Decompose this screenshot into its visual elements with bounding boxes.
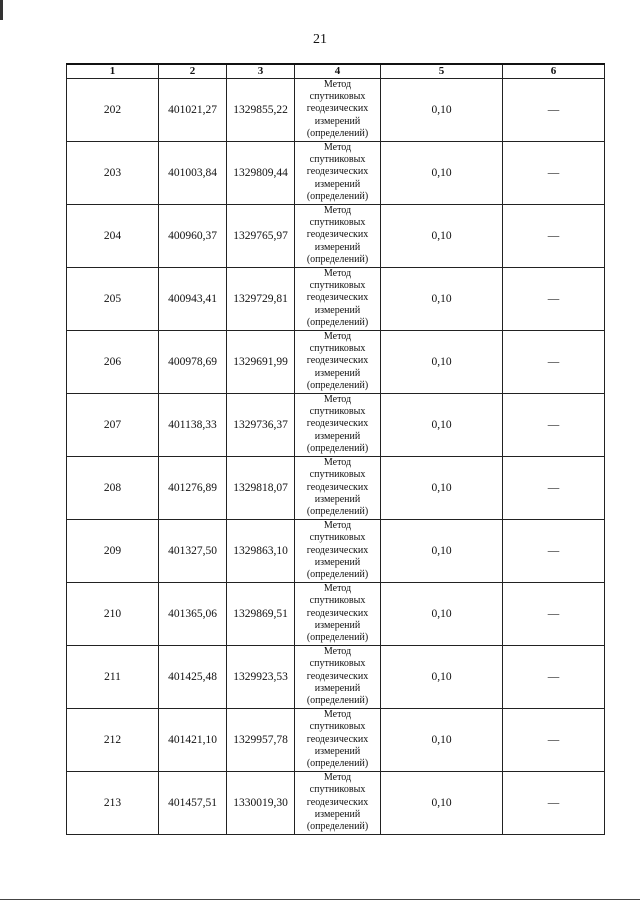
method-line: (определений): [306, 191, 369, 203]
table-header-row: [67, 64, 605, 78]
y-coordinate-cell: 1329729,81: [227, 267, 295, 330]
accuracy-cell: 0,10: [381, 393, 503, 456]
method-line: Метод: [323, 582, 352, 594]
method-line: геодезических: [306, 292, 369, 304]
scan-edge-mark: [0, 0, 3, 20]
point-number-cell: 204: [67, 204, 159, 267]
method-line: Метод: [323, 330, 352, 342]
method-line: спутниковых: [309, 658, 366, 670]
table-row: [67, 519, 605, 582]
method-cell: [295, 204, 381, 267]
method-cell: [295, 708, 381, 771]
accuracy-cell: 0,10: [381, 771, 503, 834]
table-row: [67, 708, 605, 771]
y-coordinate-cell: 1329869,51: [227, 582, 295, 645]
method-cell: [295, 456, 381, 519]
header-col-4: 4: [295, 64, 381, 78]
table-row: [67, 582, 605, 645]
accuracy-cell: 0,10: [381, 141, 503, 204]
table-row: [67, 771, 605, 834]
table-row: [67, 204, 605, 267]
method-line: геодезических: [306, 733, 369, 745]
method-line: (определений): [306, 632, 369, 644]
method-line: спутниковых: [309, 595, 366, 607]
method-line: спутниковых: [309, 784, 366, 796]
accuracy-cell: 0,10: [381, 708, 503, 771]
header-col-6: 6: [503, 64, 605, 78]
method-cell: [295, 771, 381, 834]
y-coordinate-cell: 1329818,07: [227, 456, 295, 519]
x-coordinate-cell: 400943,41: [159, 267, 227, 330]
note-cell: —: [503, 141, 605, 204]
table-row: [67, 645, 605, 708]
header-col-5: 5: [381, 64, 503, 78]
method-line: измерений: [314, 367, 361, 379]
y-coordinate-cell: 1329923,53: [227, 645, 295, 708]
method-cell: [295, 645, 381, 708]
method-line: (определений): [306, 380, 369, 392]
x-coordinate-cell: 401138,33: [159, 393, 227, 456]
method-line: измерений: [314, 304, 361, 316]
accuracy-cell: 0,10: [381, 78, 503, 141]
method-line: спутниковых: [309, 469, 366, 481]
point-number-cell: 208: [67, 456, 159, 519]
x-coordinate-cell: 401421,10: [159, 708, 227, 771]
method-line: измерений: [314, 746, 361, 758]
note-cell: —: [503, 330, 605, 393]
point-number-cell: 202: [67, 78, 159, 141]
note-cell: —: [503, 393, 605, 456]
method-line: Метод: [323, 708, 352, 720]
x-coordinate-cell: 401425,48: [159, 645, 227, 708]
table-row: [67, 330, 605, 393]
method-line: (определений): [306, 254, 369, 266]
note-cell: —: [503, 708, 605, 771]
method-line: Метод: [323, 519, 352, 531]
note-cell: —: [503, 267, 605, 330]
table-row: [67, 78, 605, 141]
method-cell: [295, 267, 381, 330]
method-line: геодезических: [306, 166, 369, 178]
method-line: (определений): [306, 758, 369, 770]
method-cell: [295, 141, 381, 204]
table-row: [67, 141, 605, 204]
method-line: геодезических: [306, 481, 369, 493]
method-line: (определений): [306, 695, 369, 707]
page-number: 21: [313, 32, 327, 47]
method-line: геодезических: [306, 355, 369, 367]
header-col-2: 2: [159, 64, 227, 78]
y-coordinate-cell: 1329809,44: [227, 141, 295, 204]
note-cell: —: [503, 582, 605, 645]
point-number-cell: 211: [67, 645, 159, 708]
note-cell: —: [503, 771, 605, 834]
y-coordinate-cell: 1329736,37: [227, 393, 295, 456]
accuracy-cell: 0,10: [381, 204, 503, 267]
method-line: Метод: [323, 771, 352, 783]
method-line: Метод: [323, 393, 352, 405]
point-number-cell: 207: [67, 393, 159, 456]
note-cell: —: [503, 645, 605, 708]
y-coordinate-cell: 1329855,22: [227, 78, 295, 141]
x-coordinate-cell: 401003,84: [159, 141, 227, 204]
method-line: измерений: [314, 493, 361, 505]
point-number-cell: 213: [67, 771, 159, 834]
method-line: Метод: [323, 645, 352, 657]
method-line: (определений): [306, 821, 369, 833]
method-line: спутниковых: [309, 721, 366, 733]
method-line: (определений): [306, 569, 369, 581]
method-line: измерений: [314, 809, 361, 821]
method-line: измерений: [314, 556, 361, 568]
page-bottom-rule: [0, 899, 640, 900]
method-line: измерений: [314, 115, 361, 127]
method-line: (определений): [306, 506, 369, 518]
accuracy-cell: 0,10: [381, 456, 503, 519]
note-cell: —: [503, 204, 605, 267]
method-line: (определений): [306, 128, 369, 140]
method-line: измерений: [314, 430, 361, 442]
accuracy-cell: 0,10: [381, 519, 503, 582]
table-row: [67, 267, 605, 330]
point-number-cell: 212: [67, 708, 159, 771]
method-line: измерений: [314, 683, 361, 694]
method-line: Метод: [323, 204, 352, 216]
note-cell: —: [503, 519, 605, 582]
table-row: [67, 393, 605, 456]
y-coordinate-cell: 1329765,97: [227, 204, 295, 267]
point-number-cell: 205: [67, 267, 159, 330]
y-coordinate-cell: 1330019,30: [227, 771, 295, 834]
header-col-3: 3: [227, 64, 295, 78]
point-number-cell: 206: [67, 330, 159, 393]
method-line: спутниковых: [309, 532, 366, 544]
point-number-cell: 203: [67, 141, 159, 204]
point-number-cell: 210: [67, 582, 159, 645]
method-line: спутниковых: [309, 406, 366, 418]
method-line: геодезических: [306, 607, 369, 619]
table-row: [67, 456, 605, 519]
x-coordinate-cell: 401276,89: [159, 456, 227, 519]
method-cell: [295, 393, 381, 456]
method-line: геодезических: [306, 796, 369, 808]
x-coordinate-cell: 401365,06: [159, 582, 227, 645]
method-cell: [295, 582, 381, 645]
method-line: спутниковых: [309, 280, 366, 291]
method-line: геодезических: [306, 103, 369, 115]
y-coordinate-cell: 1329957,78: [227, 708, 295, 771]
note-cell: —: [503, 78, 605, 141]
method-line: измерений: [314, 178, 361, 190]
method-line: Метод: [323, 456, 352, 468]
method-cell: [295, 330, 381, 393]
x-coordinate-cell: 400960,37: [159, 204, 227, 267]
method-line: (определений): [306, 317, 369, 329]
method-cell: [295, 78, 381, 141]
method-line: спутниковых: [309, 153, 366, 165]
accuracy-cell: 0,10: [381, 267, 503, 330]
method-line: спутниковых: [309, 343, 366, 355]
point-number-cell: 209: [67, 519, 159, 582]
method-line: геодезических: [306, 418, 369, 430]
method-line: геодезических: [306, 670, 369, 682]
x-coordinate-cell: 400978,69: [159, 330, 227, 393]
accuracy-cell: 0,10: [381, 645, 503, 708]
note-cell: —: [503, 456, 605, 519]
method-line: Метод: [323, 141, 352, 153]
y-coordinate-cell: 1329863,10: [227, 519, 295, 582]
table-body: [67, 78, 605, 834]
method-line: измерений: [314, 619, 361, 631]
header-col-1: 1: [67, 64, 159, 78]
x-coordinate-cell: 401457,51: [159, 771, 227, 834]
method-line: Метод: [323, 267, 352, 279]
method-line: (определений): [306, 443, 369, 455]
method-cell: [295, 519, 381, 582]
method-line: спутниковых: [309, 216, 366, 228]
accuracy-cell: 0,10: [381, 582, 503, 645]
method-line: измерений: [314, 241, 361, 253]
x-coordinate-cell: 401327,50: [159, 519, 227, 582]
accuracy-cell: 0,10: [381, 330, 503, 393]
method-line: геодезических: [306, 544, 369, 556]
method-line: Метод: [323, 78, 352, 90]
x-coordinate-cell: 401021,27: [159, 78, 227, 141]
method-line: геодезических: [306, 229, 369, 241]
y-coordinate-cell: 1329691,99: [227, 330, 295, 393]
method-line: спутниковых: [309, 90, 366, 102]
coordinates-table: [66, 63, 605, 835]
